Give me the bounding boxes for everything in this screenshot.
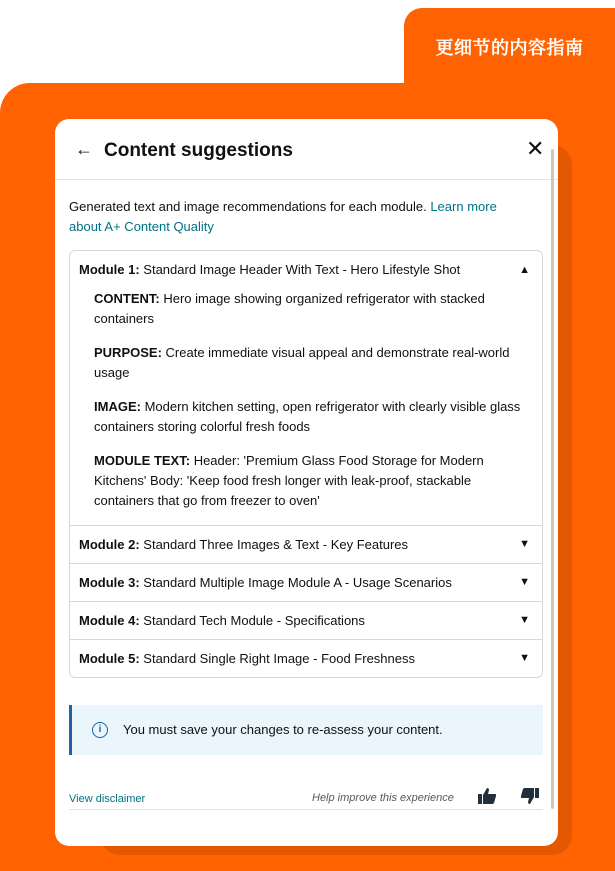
chevron-up-icon[interactable]: ▲ <box>519 264 530 276</box>
module-1-label: Module 1: <box>79 262 140 277</box>
module-3-header[interactable] <box>70 563 542 601</box>
module-2-header[interactable] <box>70 525 542 563</box>
module-3-title: Standard Multiple Image Module A - Usage Scenarios <box>143 575 452 590</box>
scrollbar[interactable] <box>551 149 554 809</box>
module-1-module-text: MODULE TEXT: Header: 'Premium Glass Food Storage for Modern Kitchens' Body: 'Keep food fresh longer with leak-proof, stackable containers that go from freezer to oven' <box>94 453 484 508</box>
save-notice <box>69 705 543 755</box>
header-tag-text: 更细节的内容指南 <box>435 38 584 59</box>
module-2-title: Standard Three Images & Text - Key Features <box>143 537 409 552</box>
module-5-title: Standard Single Right Image - Food Freshness <box>143 651 415 666</box>
thumbs-down-icon[interactable] <box>520 787 540 805</box>
module-1-body <box>70 289 542 525</box>
module-4-header[interactable] <box>70 601 542 639</box>
intro-description: Generated text and image recommendations for each module. <box>69 199 431 214</box>
chevron-down-icon[interactable]: ▼ <box>519 576 530 588</box>
info-icon: i <box>92 722 108 738</box>
module-1-image: IMAGE: Modern kitchen setting, open refrigerator with clearly visible glass containers storing colorful fresh foods <box>94 399 521 434</box>
learn-more-link[interactable]: Learn more about A+ Content Quality <box>69 199 497 234</box>
content-suggestions-panel <box>55 119 558 846</box>
close-icon[interactable]: ✕ <box>526 136 545 161</box>
module-1-purpose: PURPOSE: Create immediate visual appeal and demonstrate real-world usage <box>94 345 510 380</box>
modules-accordion <box>69 250 543 678</box>
module-3-label: Module 3: <box>79 575 140 590</box>
module-4-title: Standard Tech Module - Specifications <box>143 613 365 628</box>
module-4-label: Module 4: <box>79 613 140 628</box>
thumbs-up-icon[interactable] <box>477 787 497 805</box>
view-disclaimer-link[interactable]: View disclaimer <box>69 793 146 805</box>
intro-text <box>69 197 529 237</box>
notice-text: You must save your changes to re-assess your content. <box>123 722 443 737</box>
help-improve-text: Help improve this experience <box>312 792 454 804</box>
chevron-down-icon[interactable]: ▼ <box>519 538 530 550</box>
module-5-label: Module 5: <box>79 651 140 666</box>
module-5-header[interactable] <box>70 639 542 677</box>
panel-title: Content suggestions <box>104 140 293 161</box>
module-1-header[interactable] <box>70 251 542 289</box>
back-arrow-icon[interactable]: ← <box>75 139 93 159</box>
chevron-down-icon[interactable]: ▼ <box>519 614 530 626</box>
chevron-down-icon[interactable]: ▼ <box>519 652 530 664</box>
module-2-label: Module 2: <box>79 537 140 552</box>
module-1-content: CONTENT: Hero image showing organized refrigerator with stacked containers <box>94 291 485 326</box>
module-1-title: Standard Image Header With Text - Hero Lifestyle Shot <box>143 262 461 277</box>
panel-header <box>55 119 558 180</box>
panel-footer <box>69 787 543 810</box>
